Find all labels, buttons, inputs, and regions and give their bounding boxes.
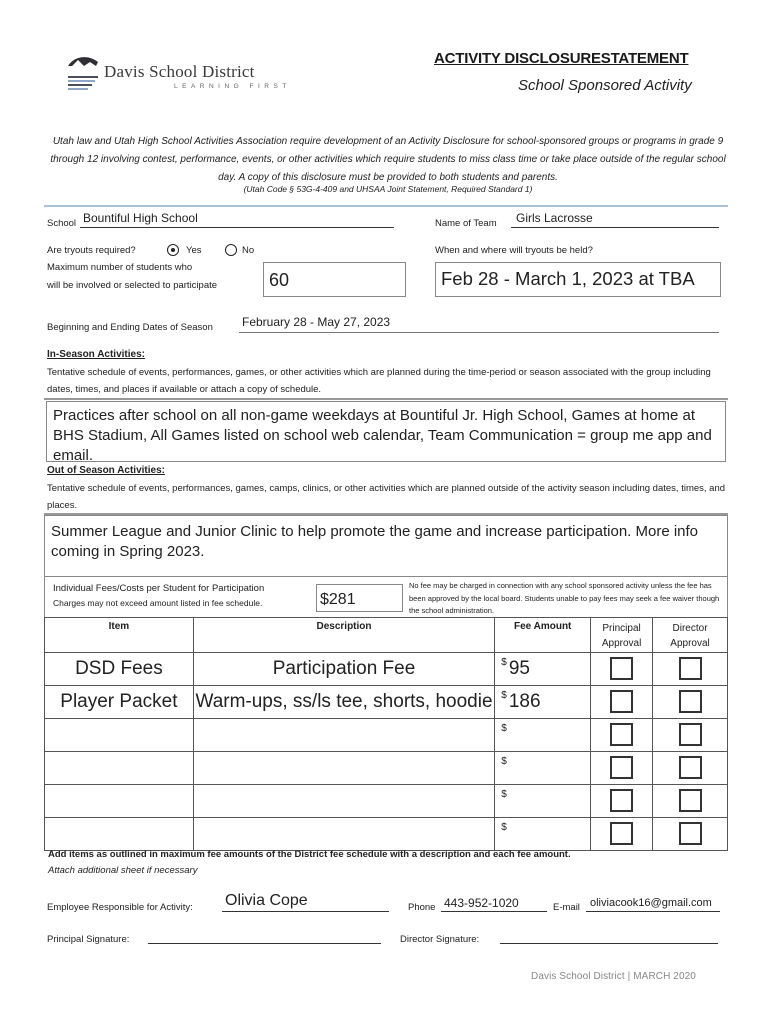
table-header-row: [45, 618, 728, 653]
description-cell[interactable]: [193, 719, 494, 752]
fee-waiver-note: No fee may be charged in connection with any school sponsored activity unless the fee has been approved by the local board. Students unable to pay fees may seek a fee waiver though the school administration.: [409, 581, 720, 615]
director-approval-checkbox[interactable]: [679, 756, 702, 779]
district-logo: [66, 52, 291, 96]
school-label: School: [47, 218, 77, 229]
director-approval-checkbox[interactable]: [679, 822, 702, 845]
table-row: [45, 818, 728, 851]
fee-cell[interactable]: [495, 785, 591, 818]
dollar-sign: $: [501, 822, 507, 833]
principal-approval-checkbox[interactable]: [610, 657, 633, 680]
individual-fees-sublabel: Charges may not exceed amount listed in fee schedule.: [53, 598, 263, 608]
fee-cell[interactable]: [495, 752, 591, 785]
attach-sheet-note: Attach additional sheet if necessary: [48, 865, 198, 876]
table-row: [45, 719, 728, 752]
in-season-description: Tentative schedule of events, performances, games, or other activities which are planned during the time-period or season associated with the group including dates, times, and places if available or attach a copy of schedule.: [47, 367, 711, 395]
director-approval-checkbox[interactable]: [679, 723, 702, 746]
principal-approval-checkbox[interactable]: [610, 822, 633, 845]
description-cell[interactable]: [193, 752, 494, 785]
intro-paragraph: Utah law and Utah High School Activities Association require development of an Activity Disclosure for school-sponsored groups or programs in grade 9 through 12 involving contest, performance, events, or other activities which require students to miss class time or take place outside of the regular school day. A copy of this disclosure must be provided to both students and parents.: [50, 136, 726, 183]
table-row: [45, 686, 728, 719]
fee-value: 95: [508, 658, 530, 679]
item-cell[interactable]: DSD Fees: [45, 653, 194, 686]
legal-citation: (Utah Code § 53G-4-409 and UHSAA Joint Statement, Required Standard 1): [243, 184, 533, 194]
dollar-sign: $: [501, 690, 507, 701]
item-cell[interactable]: [45, 785, 194, 818]
principal-signature-field[interactable]: [148, 929, 381, 944]
divider: [44, 398, 728, 400]
fee-value: 186: [508, 691, 541, 712]
season-dates-value: February 28 - May 27, 2023: [242, 315, 391, 329]
in-season-value: Practices after school on all non-game weekdays at Bountiful Jr. High School, Games at home at BHS Stadium, All Games listed on school web calendar, Team Communication = group me app and email.: [53, 407, 712, 464]
max-students-label: Maximum number of students who: [47, 262, 193, 273]
description-cell[interactable]: Warm-ups, ss/ls tee, shorts, hoodie: [193, 686, 494, 719]
director-approval-checkbox[interactable]: [679, 657, 702, 680]
description-cell[interactable]: [193, 818, 494, 851]
dollar-sign: $: [501, 657, 507, 668]
fee-cell[interactable]: [495, 719, 591, 752]
principal-signature-label: Principal Signature:: [47, 934, 130, 945]
document-subtitle: School Sponsored Activity: [518, 77, 692, 94]
max-students-value: 60: [269, 270, 290, 290]
employee-value: Olivia Cope: [225, 892, 308, 909]
header-principal-approval: Principal Approval: [591, 618, 653, 653]
email-label: E-mail: [553, 902, 580, 913]
phone-value: 443-952-1020: [444, 896, 519, 910]
item-cell[interactable]: [45, 719, 194, 752]
employee-label: Employee Responsible for Activity:: [47, 902, 193, 913]
district-name: Davis School District: [104, 62, 255, 81]
description-cell[interactable]: [193, 785, 494, 818]
director-approval-checkbox[interactable]: [679, 690, 702, 713]
tryouts-when-value: Feb 28 - March 1, 2023 at TBA: [441, 268, 695, 289]
description-cell[interactable]: Participation Fee: [193, 653, 494, 686]
principal-approval-checkbox[interactable]: [610, 690, 633, 713]
principal-approval-checkbox[interactable]: [610, 756, 633, 779]
director-approval-checkbox[interactable]: [679, 789, 702, 812]
header-director-approval: Director Approval: [653, 618, 728, 653]
item-cell[interactable]: Player Packet: [45, 686, 194, 719]
tryouts-no-label: No: [242, 245, 255, 256]
email-value: oliviacook16@gmail.com: [590, 897, 712, 909]
header-item: Item: [45, 618, 194, 653]
team-label: Name of Team: [435, 218, 497, 229]
dollar-sign: $: [501, 723, 507, 734]
in-season-heading: In-Season Activities:: [47, 349, 145, 360]
fee-table: [44, 617, 728, 851]
tryouts-when-label: When and where will tryouts be held?: [435, 245, 593, 256]
director-signature-field[interactable]: [500, 929, 718, 944]
individual-fee-value: $281: [320, 591, 356, 608]
principal-approval-checkbox[interactable]: [610, 723, 633, 746]
header-description: Description: [193, 618, 494, 653]
page-footer: Davis School District | MARCH 2020: [531, 971, 696, 982]
table-row: [45, 653, 728, 686]
item-cell[interactable]: [45, 818, 194, 851]
document-title: ACTIVITY DISCLOSURESTATEMENT: [434, 50, 689, 67]
header-fee-amount: Fee Amount: [495, 618, 591, 653]
mountain-lake-logo-icon: [66, 52, 100, 92]
dollar-sign: $: [501, 789, 507, 800]
season-dates-label: Beginning and Ending Dates of Season: [47, 322, 213, 333]
tryouts-label: Are tryouts required?: [47, 245, 136, 256]
tryouts-no-radio[interactable]: [225, 244, 237, 256]
fee-cell[interactable]: [495, 653, 591, 686]
school-value: Bountiful High School: [83, 211, 198, 225]
dollar-sign: $: [501, 756, 507, 767]
fee-cell[interactable]: [495, 686, 591, 719]
principal-approval-checkbox[interactable]: [610, 789, 633, 812]
add-items-note: Add items as outlined in maximum fee amounts of the District fee schedule with a description and each fee amount.: [48, 849, 571, 860]
tryouts-yes-label: Yes: [186, 245, 202, 256]
team-value: Girls Lacrosse: [516, 211, 593, 225]
max-students-label-2: will be involved or selected to participate: [47, 280, 218, 291]
phone-label: Phone: [408, 902, 436, 913]
table-row: [45, 785, 728, 818]
out-of-season-value: Summer League and Junior Clinic to help promote the game and increase participation. More info coming in Spring 2023.: [51, 523, 699, 560]
fee-cell[interactable]: [495, 818, 591, 851]
table-row: [45, 752, 728, 785]
item-cell[interactable]: [45, 752, 194, 785]
director-signature-label: Director Signature:: [400, 934, 480, 945]
out-of-season-description: Tentative schedule of events, performances, games, camps, clinics, or other activities which are planned outside of the activity season including dates, times, and places.: [47, 483, 726, 511]
tryouts-yes-radio[interactable]: [167, 244, 179, 256]
out-of-season-heading: Out of Season Activities:: [47, 465, 165, 476]
individual-fees-label: Individual Fees/Costs per Student for Participation: [53, 583, 265, 594]
district-tagline: LEARNING FIRST: [174, 83, 291, 90]
header-divider: [44, 205, 728, 207]
